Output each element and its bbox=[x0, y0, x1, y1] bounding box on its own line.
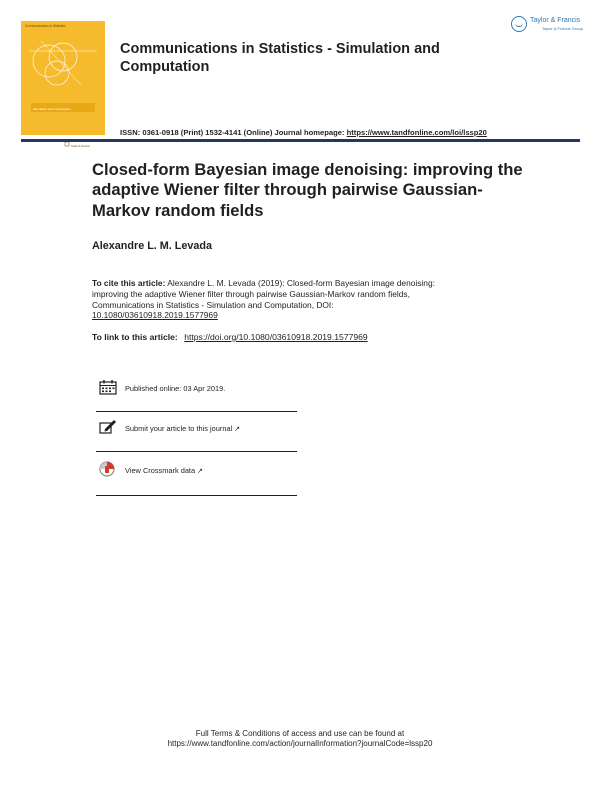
crossmark-label: View Crossmark data bbox=[125, 466, 196, 475]
footer-journal-info-url[interactable]: https://www.tandfonline.com/action/journalInformation?journalCode=lssp20 bbox=[167, 739, 433, 749]
citation-block bbox=[92, 278, 452, 321]
article-link-line bbox=[92, 332, 368, 342]
issn-label: ISSN: 0361-0918 (Print) 1532-4141 (Online) Journal homepage: bbox=[120, 128, 345, 137]
crossmark-icon bbox=[99, 461, 117, 477]
meta-divider bbox=[96, 495, 297, 497]
article-author: Alexandre L. M. Levada bbox=[92, 240, 213, 252]
cover-publisher: Taylor & Francis bbox=[71, 145, 90, 148]
link-label: To link to this article: bbox=[92, 332, 178, 342]
cover-subtitle: Simulation and Computation bbox=[33, 107, 71, 111]
footer-line-1: Full Terms & Conditions of access and use can be found at bbox=[195, 729, 405, 738]
meta-divider bbox=[96, 451, 297, 453]
edit-icon bbox=[99, 419, 117, 435]
header-divider bbox=[21, 139, 580, 142]
article-title: Closed-form Bayesian image denoising: improving the adaptive Wiener filter through pairwise Gaussian-Markov random fields bbox=[92, 160, 523, 220]
cite-text: Alexandre L. M. Levada (2019): Closed-form Bayesian image denoising: improving the adaptive Wiener filter through pairwise Gaussian-Markov random fields, Communications in Statistics - Simulation and Computation, DOI: bbox=[92, 278, 435, 310]
issn-line bbox=[120, 128, 487, 137]
calendar-icon bbox=[99, 379, 117, 395]
logo-mark-icon bbox=[511, 16, 527, 32]
footer bbox=[0, 729, 600, 750]
published-date: Published online: 03 Apr 2019. bbox=[125, 384, 226, 393]
external-link-icon: ↗ bbox=[234, 426, 241, 433]
journal-title: Communications in Statistics - Simulation and Computation bbox=[120, 41, 440, 75]
taylor-francis-logo[interactable] bbox=[511, 16, 581, 38]
logo-name: Taylor & Francis bbox=[530, 17, 581, 24]
journal-cover bbox=[21, 21, 105, 148]
submit-label: Submit your article to this journal bbox=[125, 424, 233, 433]
journal-homepage-link[interactable]: https://www.tandfonline.com/loi/lssp20 bbox=[346, 128, 487, 137]
cite-label: To cite this article: bbox=[92, 278, 166, 288]
logo-tagline: Taylor & Francis Group bbox=[542, 26, 583, 31]
doi-link[interactable]: 10.1080/03610918.2019.1577969 bbox=[92, 310, 218, 321]
crossmark-row[interactable] bbox=[96, 454, 297, 494]
submit-row[interactable] bbox=[96, 412, 297, 452]
crossmark-link[interactable] bbox=[125, 466, 203, 475]
external-link-icon: ↗ bbox=[197, 468, 203, 475]
article-doi-url[interactable]: https://doi.org/10.1080/03610918.2019.1577969 bbox=[184, 332, 368, 342]
submit-link[interactable] bbox=[125, 424, 240, 433]
cover-title: Communications in Statistics bbox=[25, 24, 66, 28]
published-row bbox=[96, 372, 297, 412]
cover-artwork bbox=[21, 21, 105, 135]
